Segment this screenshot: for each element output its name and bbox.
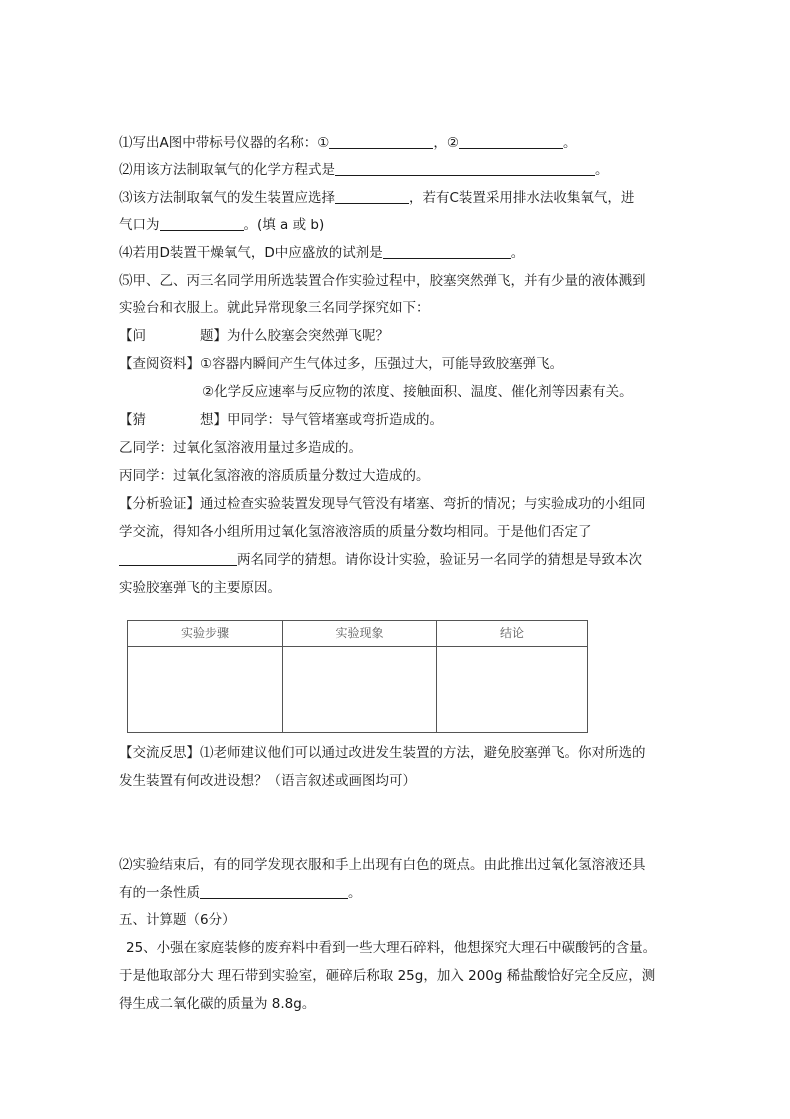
hypothesis-line [119,411,443,429]
q3-blank-2[interactable] [160,216,244,231]
q3-line-2 [119,216,324,234]
property-line-1: ⑵实验结束后，有的同学发现衣服和手上出现有白色的斑点。由此推出过氧化氢溶液还具 [119,857,646,873]
hypothesis-label-open: 【猜 [119,412,146,428]
question-line [119,327,389,345]
q3-text-2b: 。(填 a 或 b) [243,217,325,233]
analysis-text-1: 通过检查实验装置发现导气管没有堵塞、弯折的情况；与实验成功的小组同 [200,496,646,512]
experiment-table-header [128,621,588,647]
analysis-line-2: 学交流，得知各小组所用过氧化氢溶液溶质的质量分数均相同。于是他们否定了 [119,524,592,540]
question-label-open: 【问 [119,328,146,344]
references-item-2: ②化学反应速率与反应物的浓度、接触面积、温度、催化剂等因素有关。 [202,384,633,400]
q1-end: 。 [562,135,577,151]
q5-line-2: 实验台和衣服上。就此异常现象三名同学探究如下： [119,300,430,316]
analysis-line-4: 实验胶塞弹飞的主要原因。 [119,580,281,596]
q2-end: 。 [595,162,609,178]
property-line-2 [119,884,362,902]
hypothesis-bing: 丙同学：过氧化氢溶液的溶质质量分数过大造成的。 [119,468,430,484]
question-label-close: 题】 [200,328,227,344]
cell-conclusion[interactable] [437,647,588,733]
q1-text: ⑴写出A图中带标号仪器的名称：① [119,135,330,151]
references-line-1 [119,355,563,373]
q3-text-1: ⑶该方法制取氧气的发生装置应选择 [119,190,335,206]
q1-blank-2[interactable] [459,134,563,149]
property-end: 。 [348,885,362,901]
header-steps: 实验步骤 [128,621,283,647]
reflection-text-1: ⑴老师建议他们可以通过改进发生装置的方法，避免胶塞弹飞。你对所选的 [200,745,646,761]
q2-line [119,161,609,179]
reflection-line-1 [119,744,646,762]
q4-line [119,244,524,262]
header-phenomena: 实验现象 [283,621,437,647]
analysis-line-1 [119,495,646,513]
reflection-label: 【交流反思】 [119,745,200,761]
analysis-line-3 [119,551,642,569]
cell-steps[interactable] [128,647,283,733]
q3-blank-1[interactable] [335,189,409,204]
q1-line [119,134,576,152]
q1-mid: ，② [433,135,459,151]
analysis-blank[interactable] [119,551,237,566]
question-text: 为什么胶塞会突然弹飞呢？ [227,328,389,344]
q25-line-1: 25、小强在家庭装修的废弃料中看到一些大理石碎料，他想探究大理石中碳酸钙的含量。 [126,940,657,956]
hypothesis-yi: 乙同学：过氧化氢溶液用量过多造成的。 [119,440,362,456]
references-label: 【查阅资料】 [119,356,200,372]
q5-line-1: ⑸甲、乙、丙三名同学用所选装置合作实验过程中，胶塞突然弹飞，并有少量的液体溅到 [119,273,646,289]
q4-text: ⑷若用D装置干燥氧气，D中应盛放的试剂是 [119,245,383,261]
hypothesis-jia: 甲同学：导气管堵塞或弯折造成的。 [227,412,443,428]
experiment-table [127,620,588,733]
analysis-label: 【分析验证】 [119,496,200,512]
hypothesis-label-close: 想】 [200,412,227,428]
reflection-line-2: 发生装置有何改进设想？（语言叙述或画图均可） [119,773,416,789]
q25-line-2: 于是他取部分大 理石带到实验室，砸碎后称取 25g，加入 200g 稀盐酸恰好完全反应，测 [119,968,656,984]
q2-blank[interactable] [335,161,595,176]
q25-line-3: 得生成二氧化碳的质量为 8.8g。 [119,996,316,1012]
cell-phenomena[interactable] [283,647,437,733]
q3-line-1 [119,189,634,207]
q4-end: 。 [510,245,525,261]
property-blank[interactable] [200,884,348,899]
experiment-table-row [128,647,588,733]
references-item-1: ①容器内瞬间产生气体过多，压强过大，可能导致胶塞弹飞。 [200,356,564,372]
header-conclusion: 结论 [437,621,588,647]
q3-text-1b: ，若有C装置采用排水法收集氧气，进 [409,190,635,206]
property-text-2: 有的一条性质 [119,885,200,901]
q2-text: ⑵用该方法制取氧气的化学方程式是 [119,162,335,178]
q1-blank-1[interactable] [329,134,433,149]
section-title: 五、计算题（6分） [119,912,236,928]
q3-text-2: 气口为 [119,217,160,233]
q4-blank[interactable] [383,244,511,259]
analysis-text-3: 两名同学的猜想。请你设计实验，验证另一名同学的猜想是导致本次 [237,552,642,568]
